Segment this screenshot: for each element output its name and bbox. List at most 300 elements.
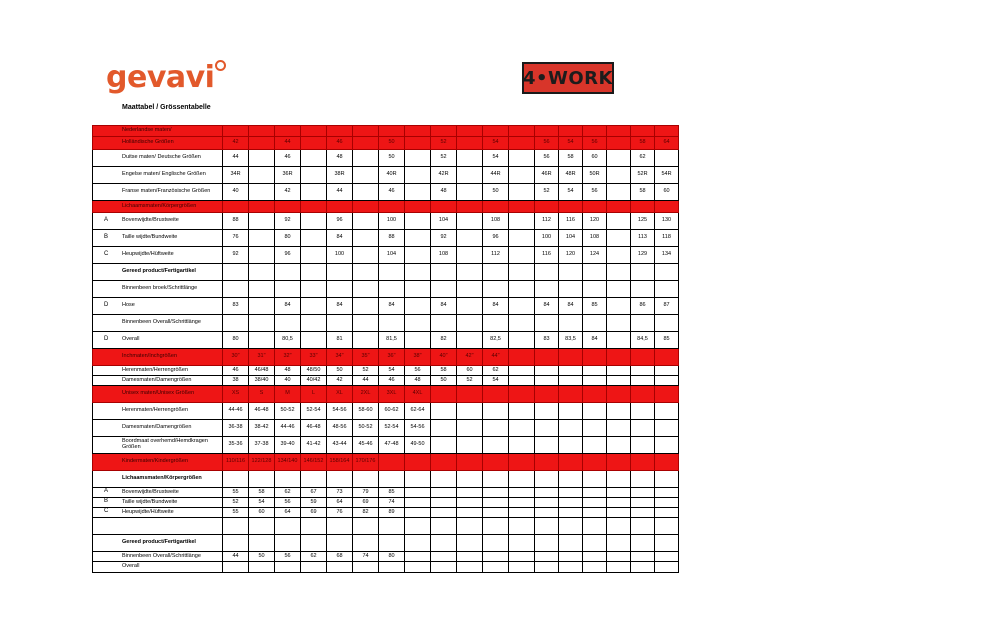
size-cell	[607, 471, 631, 488]
size-cell: 58-60	[353, 403, 379, 420]
size-cell: 60-62	[379, 403, 405, 420]
size-cell	[457, 332, 483, 349]
size-cell	[655, 518, 679, 535]
row-label: Duitse maten/ Deutsche Größen	[93, 150, 223, 167]
size-cell: 86	[631, 298, 655, 315]
table-row	[93, 150, 679, 167]
size-cell	[559, 366, 583, 376]
size-cell	[327, 471, 353, 488]
size-cell: 50	[483, 184, 509, 201]
table-row	[93, 562, 679, 573]
size-cell: 52	[431, 150, 457, 167]
size-cell	[559, 518, 583, 535]
size-cell: 46	[223, 366, 249, 376]
row-label: Inchmaten/Inchgrößen	[93, 349, 223, 366]
size-cell	[559, 535, 583, 552]
size-cell: 81	[327, 332, 353, 349]
size-cell: 56	[583, 137, 607, 150]
row-letter: C	[104, 250, 109, 257]
size-cell: 58	[559, 150, 583, 167]
size-cell	[457, 167, 483, 184]
size-cell	[353, 230, 379, 247]
size-cell: 74	[353, 552, 379, 562]
size-cell	[457, 403, 483, 420]
size-cell	[631, 126, 655, 137]
size-cell: 56	[535, 150, 559, 167]
size-cell: 54	[483, 137, 509, 150]
size-cell	[405, 488, 431, 498]
size-cell	[631, 437, 655, 454]
size-cell	[405, 201, 431, 213]
row-label: Taille wijdte/Bundweite	[93, 230, 223, 247]
size-cell	[483, 562, 509, 573]
size-cell: 50	[327, 366, 353, 376]
size-cell	[405, 230, 431, 247]
size-cell: 48-56	[327, 420, 353, 437]
size-cell: 104	[379, 247, 405, 264]
size-cell	[301, 518, 327, 535]
size-cell	[583, 201, 607, 213]
size-cell: 100	[535, 230, 559, 247]
size-cell	[509, 281, 535, 298]
size-cell	[631, 264, 655, 281]
size-cell	[631, 508, 655, 518]
size-cell: 120	[559, 247, 583, 264]
size-cell	[431, 488, 457, 498]
size-cell	[483, 281, 509, 298]
size-cell	[223, 264, 249, 281]
row-label: Engelse maten/ Englische Größen	[93, 167, 223, 184]
size-cell: 52	[353, 366, 379, 376]
size-cell	[301, 167, 327, 184]
size-cell: 125	[631, 213, 655, 230]
size-cell	[301, 281, 327, 298]
size-cell	[631, 420, 655, 437]
size-cell	[249, 184, 275, 201]
size-cell	[353, 298, 379, 315]
size-cell	[483, 201, 509, 213]
size-cell: 56	[275, 552, 301, 562]
size-cell: 62	[631, 150, 655, 167]
size-cell	[583, 552, 607, 562]
size-cell	[535, 498, 559, 508]
size-cell: 52-54	[379, 420, 405, 437]
size-cell	[535, 454, 559, 471]
size-cell	[559, 315, 583, 332]
size-cell: 81,5	[379, 332, 405, 349]
size-cell	[431, 386, 457, 403]
size-cell: 40/42	[301, 376, 327, 386]
size-cell	[483, 403, 509, 420]
size-cell: 100	[379, 213, 405, 230]
size-cell: 84	[483, 298, 509, 315]
size-cell: 58	[631, 184, 655, 201]
size-cell: 84	[583, 332, 607, 349]
row-letter: A	[104, 216, 109, 223]
size-cell	[275, 201, 301, 213]
size-cell	[457, 150, 483, 167]
size-cell	[535, 518, 559, 535]
size-cell	[559, 471, 583, 488]
size-cell	[405, 518, 431, 535]
size-cell: 38	[223, 376, 249, 386]
size-cell	[431, 508, 457, 518]
size-cell	[631, 315, 655, 332]
size-cell: 82,5	[483, 332, 509, 349]
size-cell: 74	[379, 498, 405, 508]
size-cell	[607, 518, 631, 535]
size-cell	[431, 552, 457, 562]
size-cell: 85	[655, 332, 679, 349]
size-cell	[631, 562, 655, 573]
size-cell	[583, 281, 607, 298]
size-cell: 108	[583, 230, 607, 247]
row-label: Hose	[93, 298, 223, 315]
size-cell	[631, 386, 655, 403]
size-cell	[583, 366, 607, 376]
size-cell	[535, 264, 559, 281]
row-letter: C	[104, 508, 109, 514]
size-cell: 100	[327, 247, 353, 264]
size-cell	[301, 471, 327, 488]
size-cell: 56	[535, 137, 559, 150]
size-cell	[583, 437, 607, 454]
size-cell	[509, 437, 535, 454]
size-cell: 108	[431, 247, 457, 264]
size-cell: 37-38	[249, 437, 275, 454]
size-cell: 48	[405, 376, 431, 386]
size-cell	[327, 201, 353, 213]
size-cell	[559, 420, 583, 437]
size-cell: 35"	[353, 349, 379, 366]
size-cell: 58	[249, 488, 275, 498]
size-cell	[559, 403, 583, 420]
size-cell: 3XL	[379, 386, 405, 403]
row-label: Unisex maten/Unisex Größen	[93, 386, 223, 403]
row-label: Binnenbeen Overall/Schrittlänge	[93, 552, 223, 562]
size-cell	[535, 386, 559, 403]
table-row	[93, 403, 679, 420]
table-row	[93, 508, 679, 518]
size-cell: 79	[353, 488, 379, 498]
table-row	[93, 126, 679, 137]
size-cell	[431, 201, 457, 213]
size-cell: 84	[275, 298, 301, 315]
size-cell	[457, 315, 483, 332]
size-cell	[275, 315, 301, 332]
size-cell: 96	[275, 247, 301, 264]
size-cell: 52-54	[301, 403, 327, 420]
size-cell	[457, 298, 483, 315]
size-cell	[535, 508, 559, 518]
size-cell	[535, 315, 559, 332]
size-cell: 30"	[223, 349, 249, 366]
size-cell	[535, 126, 559, 137]
size-cell	[301, 315, 327, 332]
size-cell	[583, 386, 607, 403]
size-cell	[431, 471, 457, 488]
size-cell: 85	[583, 298, 607, 315]
size-cell	[483, 420, 509, 437]
size-cell: 84	[327, 298, 353, 315]
size-cell	[583, 376, 607, 386]
size-cell: 120	[583, 213, 607, 230]
table-row	[93, 247, 679, 264]
size-cell	[483, 498, 509, 508]
size-cell: 48	[327, 150, 353, 167]
size-cell: 50	[249, 552, 275, 562]
size-cell	[405, 471, 431, 488]
size-cell	[509, 386, 535, 403]
size-cell: 46-48	[249, 403, 275, 420]
size-cell: 62-64	[405, 403, 431, 420]
size-cell	[457, 213, 483, 230]
size-cell	[249, 281, 275, 298]
table-row	[93, 264, 679, 281]
table-row	[93, 167, 679, 184]
size-cell: 92	[223, 247, 249, 264]
size-cell: 42	[223, 137, 249, 150]
size-cell: 38/40	[249, 376, 275, 386]
size-cell: 60	[583, 150, 607, 167]
size-cell	[275, 281, 301, 298]
size-cell: 50	[379, 137, 405, 150]
size-cell: 36-38	[223, 420, 249, 437]
size-cell: 48	[431, 184, 457, 201]
size-cell	[249, 315, 275, 332]
size-cell	[607, 552, 631, 562]
size-cell: 48R	[559, 167, 583, 184]
size-cell: 60	[655, 184, 679, 201]
size-cell	[583, 264, 607, 281]
size-cell	[379, 126, 405, 137]
size-cell	[457, 498, 483, 508]
row-label: Nederlandse maten/	[93, 126, 223, 137]
size-cell	[431, 315, 457, 332]
size-cell	[607, 126, 631, 137]
size-cell	[457, 247, 483, 264]
size-cell	[509, 184, 535, 201]
size-cell: 62	[275, 488, 301, 498]
size-cell	[607, 386, 631, 403]
size-cell: 80	[275, 230, 301, 247]
size-cell	[583, 420, 607, 437]
table-row	[93, 201, 679, 213]
size-cell	[327, 535, 353, 552]
table-row	[93, 552, 679, 562]
size-cell	[535, 437, 559, 454]
size-cell	[631, 535, 655, 552]
size-cell: 54-56	[405, 420, 431, 437]
size-cell: 64	[275, 508, 301, 518]
size-cell	[275, 264, 301, 281]
size-cell	[353, 535, 379, 552]
size-cell	[607, 264, 631, 281]
size-cell	[249, 298, 275, 315]
row-label: Boordmaat overhemd/Hemdkragen Größen	[93, 437, 223, 454]
size-cell	[535, 281, 559, 298]
size-cell	[631, 454, 655, 471]
size-cell	[631, 376, 655, 386]
row-label: Binnenbeen Overall/Schrittlänge	[93, 315, 223, 332]
size-cell	[607, 403, 631, 420]
size-cell: 36"	[379, 349, 405, 366]
size-cell	[405, 126, 431, 137]
size-cell: 80	[223, 332, 249, 349]
table-row	[93, 298, 679, 315]
size-cell	[483, 488, 509, 498]
size-cell: 42R	[431, 167, 457, 184]
size-cell	[655, 535, 679, 552]
size-cell	[607, 366, 631, 376]
size-cell	[583, 508, 607, 518]
table-row	[93, 518, 679, 535]
size-cell: 116	[559, 213, 583, 230]
size-cell	[559, 126, 583, 137]
row-label: Herenmaten/Herrengrößen	[93, 366, 223, 376]
size-cell: 54-56	[327, 403, 353, 420]
size-cell: 55	[223, 508, 249, 518]
size-cell	[379, 562, 405, 573]
fourwork-logo: 4•WORK	[522, 62, 614, 94]
size-cell: 104	[431, 213, 457, 230]
size-cell	[457, 420, 483, 437]
size-cell	[655, 437, 679, 454]
size-cell	[457, 264, 483, 281]
row-label: Holländische Größen	[93, 137, 223, 150]
size-cell	[535, 488, 559, 498]
size-cell: 46/48	[249, 366, 275, 376]
size-cell	[607, 201, 631, 213]
size-cell: 112	[535, 213, 559, 230]
size-cell: 50	[431, 376, 457, 386]
size-cell	[655, 552, 679, 562]
size-cell: 44	[275, 137, 301, 150]
size-cell	[655, 454, 679, 471]
size-cell: 134	[655, 247, 679, 264]
row-label: Heupwijdte/Hüftweite	[93, 247, 223, 264]
size-cell	[405, 247, 431, 264]
size-cell: 60	[249, 508, 275, 518]
size-cell	[457, 386, 483, 403]
size-cell	[249, 137, 275, 150]
size-cell	[457, 230, 483, 247]
size-cell	[655, 366, 679, 376]
size-cell: 40	[223, 184, 249, 201]
size-cell: 58	[431, 366, 457, 376]
row-label: Bovenwijdte/Brustweite	[93, 488, 223, 498]
size-cell: 56	[275, 498, 301, 508]
size-cell: 88	[379, 230, 405, 247]
size-cell	[483, 437, 509, 454]
size-cell: 96	[327, 213, 353, 230]
table-row	[93, 535, 679, 552]
size-cell	[405, 508, 431, 518]
size-cell	[583, 518, 607, 535]
row-label: Overall	[93, 332, 223, 349]
size-cell	[405, 281, 431, 298]
size-cell	[405, 454, 431, 471]
size-cell	[509, 349, 535, 366]
size-cell	[353, 471, 379, 488]
size-cell	[631, 471, 655, 488]
size-cell	[301, 332, 327, 349]
page-title: Maattabel / Grössentabelle	[122, 104, 211, 111]
size-cell: 82	[353, 508, 379, 518]
table-row	[93, 454, 679, 471]
size-cell	[301, 562, 327, 573]
size-cell	[405, 535, 431, 552]
size-cell	[483, 508, 509, 518]
size-cell: 52	[431, 137, 457, 150]
size-cell	[379, 454, 405, 471]
size-cell	[457, 437, 483, 454]
table-row	[93, 281, 679, 298]
size-cell	[655, 420, 679, 437]
size-cell	[583, 562, 607, 573]
size-cell	[405, 332, 431, 349]
size-cell	[509, 150, 535, 167]
size-cell: 59	[301, 498, 327, 508]
size-cell	[483, 552, 509, 562]
size-cell	[607, 332, 631, 349]
size-cell	[249, 518, 275, 535]
size-cell: 54	[379, 366, 405, 376]
size-cell	[655, 471, 679, 488]
row-label	[93, 518, 223, 535]
size-cell: 69	[301, 508, 327, 518]
size-cell: 62	[483, 366, 509, 376]
size-cell: 56	[405, 366, 431, 376]
size-cell	[353, 167, 379, 184]
size-cell	[509, 562, 535, 573]
size-cell	[353, 264, 379, 281]
size-cell: XS	[223, 386, 249, 403]
size-cell	[431, 281, 457, 298]
size-cell	[509, 332, 535, 349]
size-cell: 4XL	[405, 386, 431, 403]
size-cell	[655, 264, 679, 281]
size-cell	[607, 167, 631, 184]
size-cell	[431, 403, 457, 420]
size-cell	[379, 315, 405, 332]
size-cell	[223, 518, 249, 535]
size-cell	[509, 315, 535, 332]
size-cell: 85	[379, 488, 405, 498]
size-cell: 76	[327, 508, 353, 518]
size-cell	[607, 150, 631, 167]
size-cell: 96	[483, 230, 509, 247]
size-cell	[249, 167, 275, 184]
size-cell	[607, 137, 631, 150]
size-cell	[405, 562, 431, 573]
size-cell	[327, 518, 353, 535]
size-cell: 83,5	[559, 332, 583, 349]
size-cell	[631, 281, 655, 298]
size-cell	[607, 298, 631, 315]
size-cell: 84	[431, 298, 457, 315]
size-cell: 146/152	[301, 454, 327, 471]
size-cell: 84	[379, 298, 405, 315]
size-cell	[431, 454, 457, 471]
table-row	[93, 184, 679, 201]
size-cell	[457, 126, 483, 137]
size-cell: 35-36	[223, 437, 249, 454]
size-cell: 38"	[405, 349, 431, 366]
size-cell: 104	[559, 230, 583, 247]
size-cell: 129	[631, 247, 655, 264]
size-cell: 40"	[431, 349, 457, 366]
